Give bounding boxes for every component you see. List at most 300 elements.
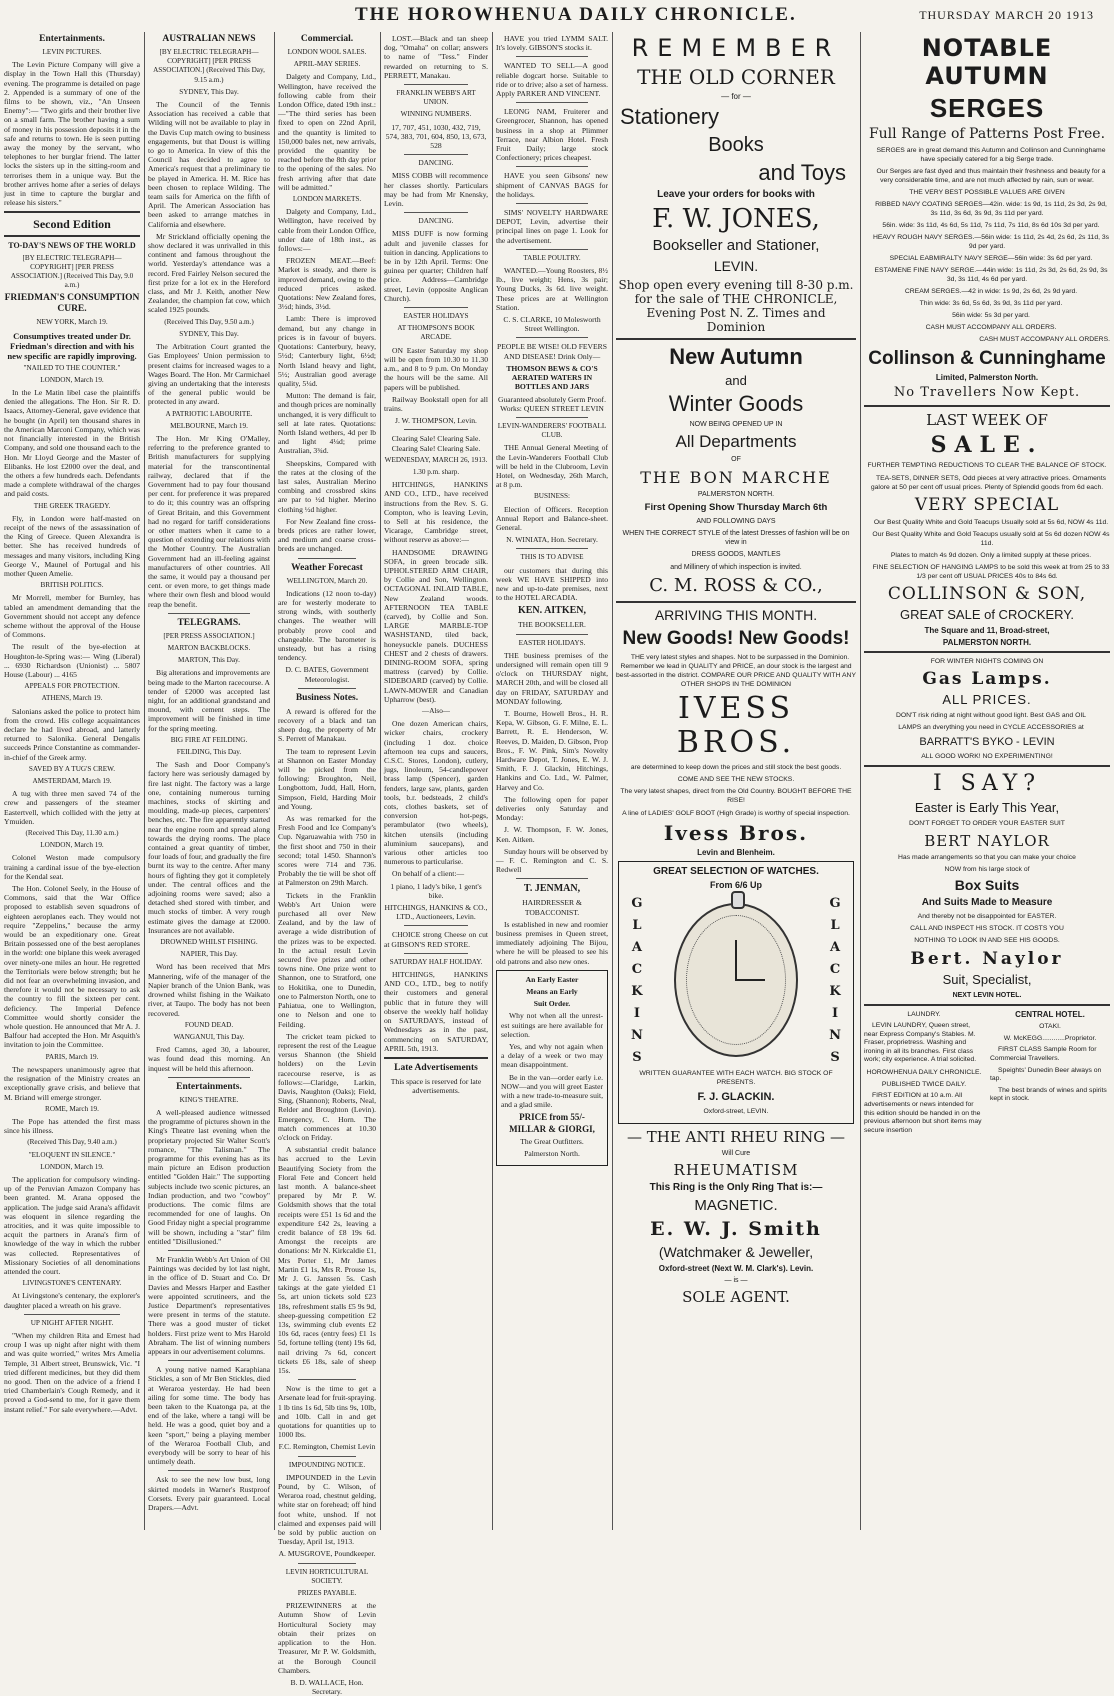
article-paragraph: Fred Camns, aged 30, a labourer, was found dead this morning. An inquest will be held this afternoon.	[148, 1045, 270, 1073]
ad-text: Limited, Palmerston North.	[935, 373, 1039, 383]
advertiser-name: MILLAR & GIORGI,	[509, 1123, 595, 1134]
ad-text: W. McKEGG............Proprietor.	[1003, 1035, 1097, 1043]
price-line: 56in. wide: 3s 11d, 4s 6d, 5s 11d, 7s 11d, 7s 11d, 8s 6d 10s 3d per yard.	[882, 222, 1100, 230]
divider	[516, 417, 588, 418]
divider	[404, 154, 468, 155]
ad-text: This Ring is the Only Ring That is:—	[649, 1182, 823, 1194]
article-paragraph: Big alterations and improvements are being made to the Marton racecourse. A tender of £2000 was accepted last night, for an additional grandstand and mound, with cement steps. The improvement will be finished in time for the spring meeting.	[148, 668, 270, 733]
ad-headline: Box Suits	[954, 877, 1020, 894]
dateline: LONDON, March 19.	[40, 1162, 104, 1171]
ad-paragraph: Be in the van—order early i.e. NOW—and you will greet Easter with a new trade-to-measure suit, and a glad smile.	[501, 1072, 603, 1110]
article-paragraph: In the Le Matin libel case the plaintiffs denied the allegations. The Hon. Sir R. D. Isaacs, Attorney-General, gave evidence that he bought (in April) ten thousand shares in the American Marconi Company, which was not financially interested in the British Company, and sold one thousand each to the Hon. Mr Lloyd George and the Master of Elibanks. He lost £2000 over the deal, and the others a few hundreds each. Defendants made a complete withdrawal of the charges and paid costs.	[4, 388, 140, 499]
ad-headline: New Goods! New Goods!	[622, 627, 850, 649]
article-heading: EASTER HOLIDAYS.	[518, 638, 586, 647]
article-heading: THIS IS TO ADVISE	[520, 553, 584, 562]
divider	[168, 1470, 250, 1471]
article-heading: A PATRIOTIC LABOURITE.	[165, 409, 253, 418]
ad-headline: GREAT SALE of CROCKERY.	[900, 606, 1074, 622]
divider	[298, 688, 356, 689]
article-heading: DANCING.	[418, 159, 454, 168]
ad-text: OF	[731, 456, 741, 464]
article-heading: EASTER HOLIDAYS	[403, 312, 469, 321]
wire-credit: (Received This Day, 9.50 a.m.)	[164, 317, 254, 326]
classified-ad: THE business premises of the undersigned will remain open till 9 o'clock on THURSDAY night, MARCH 20th, and will be closed all day on FRIDAY, SATURDAY and MONDAY following.	[496, 650, 608, 706]
watch-layout	[623, 893, 849, 1069]
ad-text: Full Range of Patterns Post Free.	[868, 126, 1106, 142]
ad-text: First Opening Show Thursday March 6th	[644, 501, 828, 513]
dateline: ATHENS, March 19.	[41, 694, 103, 703]
divider	[384, 1057, 488, 1059]
wire-credit: (Received This Day, 9.40 a.m.)	[27, 1138, 117, 1147]
column-rule	[492, 32, 493, 1530]
ad-text: Levin and Blenheim.	[697, 847, 775, 857]
article-heading: LEVIN-WANDERERS' FOOTBALL CLUB.	[497, 421, 607, 440]
glackin-watch-ad	[618, 861, 854, 1124]
dateline: LONDON, March 19.	[40, 375, 104, 384]
ad-text: A line of LADIES' GOLF BOOT (High Grade) is worthy of special inspection.	[622, 809, 850, 817]
ad-text: PUBLISHED TWICE DAILY.	[881, 1081, 967, 1089]
advertiser-name: Bert. Naylor	[910, 948, 1064, 969]
section-heading: Weather Forecast	[291, 562, 363, 573]
section-heading: Second Edition	[33, 217, 111, 232]
ad-text: LAMPS an dverything you need in CYCLE ACCESSORIES at	[898, 724, 1084, 732]
ad-text: PALMERSTON NORTH.	[942, 637, 1032, 647]
article-heading: UP NIGHT AFTER NIGHT.	[30, 1318, 114, 1327]
divider	[516, 203, 588, 204]
article-heading: FRANKLIN WEBB'S ART UNION.	[396, 89, 476, 107]
ad-text: The Square and 11, Broad-street,	[924, 625, 1050, 635]
article-paragraph: Mr Morrell, member for Burnley, has tabled an amendment demanding that the Government should not accept any defence scheme without the approval of the House of Commons.	[4, 593, 140, 640]
ad-text: SERGES are in great demand this Autumn and Collinson and Cunninghame have specially catered for a big Serge trade.	[876, 147, 1106, 163]
article-paragraph: Tickets in the Franklin Webb's Art Union were purchased all over New Zealand, and by the law of average a wide distribution of the prizes was to be expected. In the actual result Levin secured five prizes and other towns nine. One prize went to Shannon, one to Stratford, one to Hokitika, one to Dunedin, one to Palmerston North, one to Pahiatua, one to Wellington, one to Nelson and one to Feilding.	[278, 890, 376, 1029]
ad-text: Bookseller and Stationer,	[652, 237, 820, 255]
ad-text: FOR WINTER NIGHTS COMING ON	[930, 658, 1044, 666]
masthead	[0, 0, 1114, 30]
ad-text: Our Serges are fast dyed and thus maintain their freshness and beauty for a very considerable time, and are not much affected by rain, sun or wear.	[876, 168, 1106, 184]
classified-ad: MISS DUFF is now forming adult and juvenile classes for tuition in dancing. Applications to be in by 12th April. Terms: One guinea per quarter; Children half price. Address—Cambridge street, Levin (opposite Anglican Church).	[384, 229, 488, 303]
divider	[404, 925, 468, 926]
advertiser-name: BERT NAYLOR	[924, 831, 1050, 850]
column-rule	[612, 32, 613, 1530]
advertiser-name: Collinson & Cunninghame	[868, 348, 1106, 370]
ad-headline: SOLE AGENT.	[682, 1288, 790, 1307]
article-heading: TABLE POULTRY.	[523, 253, 581, 262]
article-heading: FRIEDMAN'S CONSUMPTION CURE.	[4, 293, 140, 315]
ad-text: — for —	[721, 92, 751, 101]
ad-headline: Books	[708, 134, 764, 157]
section-heading: Business Notes.	[295, 692, 359, 703]
article-paragraph: Salonians asked the police to protect him from the crowd. His college acquaintances declare he had lived abroad, and latterly returned to Salonika. General Dengalis succeeds Prince Constantine as commander-in-chief of the Greek army.	[4, 706, 140, 762]
dateline: SYDNEY, This Day.	[179, 87, 239, 96]
winning-numbers: 17, 707, 451, 1030, 432, 719, 574, 383, 701, 604, 850, 13, 673, 528	[385, 122, 487, 151]
column-3	[278, 34, 376, 1696]
ad-text: DON'T risk riding at night without good light. Best GAS and OIL	[895, 712, 1087, 720]
section-heading: TO-DAY'S NEWS OF THE WORLD	[8, 241, 136, 251]
issue-date: THURSDAY MARCH 20 1913	[919, 8, 1094, 22]
ad-text: TEA-SETS, DINNER SETS, Odd pieces at very attractive prices. Ornaments galore at 50 per cent off usual prices. Plenty of Splendid goods from 6d each.	[870, 474, 1107, 491]
article-paragraph: The Hon. Mr King O'Malley, referring to the preference granted to British manufacturers for supplying material for the transcontinental railway, declared that if the Government had to pay four thousand per cent. for preference it was prepared to do it; this country was an offspring of Great Britain, and this Government had no regard for tariff considerations or other matters when it came to a question of extending our relations with the Mother Country. The Australian Government had an ill-feeling against manufacturers of other countries. All the same, it would pay a thousand per cent. or even more, to get things made where their own flesh and blood would reap the benefit.	[148, 433, 270, 609]
divider	[516, 548, 588, 549]
hotel-notice	[990, 1010, 1110, 1139]
glackins-vertical-left: G L A C K I N S	[631, 896, 643, 1066]
signature: A. MUSGROVE, Poundkeeper.	[278, 1549, 376, 1559]
article-heading: Consumptives treated under Dr. Friedman's direction and with his new specific are rapidly improving.	[7, 330, 137, 361]
section-heading: Entertainments.	[39, 34, 105, 44]
late-note: This space is reserved for late advertisements.	[390, 1076, 482, 1096]
article-paragraph: Dalgety and Company, Ltd., Wellington, have received the following cable from their London Office, dated 19th inst.:—"The third series has been fixed to open on 22nd April, and the quantity is limited to 150,000 bales net, new arrivals, provided the quantity be reached before the 8th day prior to the opening of the sales. No fresh arriving after that date will be admitted."	[278, 72, 376, 192]
advertiser-sub: HAIRDRESSER & TOBACCONIST.	[522, 898, 582, 917]
ad-text: NEXT LEVIN HOTEL.	[952, 991, 1022, 999]
article-subheading: PRIZES PAYABLE.	[297, 1589, 357, 1598]
ad-text: NOTHING TO LOOK IN AND SEE HIS GOODS.	[914, 937, 1060, 945]
signature: N. WINIATA, Hon. Secretary.	[506, 535, 598, 545]
article-heading: LONDON MARKETS.	[292, 195, 362, 204]
divider	[298, 1379, 356, 1380]
divider	[864, 765, 1110, 767]
divider	[516, 337, 588, 338]
article-heading: DROWNED WHILST FISHING.	[160, 938, 258, 947]
article-subheading: WINNING NUMBERS.	[400, 110, 472, 119]
divider	[616, 601, 856, 603]
wire-credit: (Received This Day, 11.30 a.m.)	[25, 829, 119, 838]
article-paragraph: Lamb: There is improved demand, but any change in prices is in favour of buyers. Quotations: Canterbury, heavy, 5½d; Canterbury light, 6½d; North Island heavy and light, 5½; Australian good average quality, 5¼d.	[278, 314, 376, 388]
article-heading: KING'S THEATRE.	[179, 1095, 239, 1104]
ad-text: are determined to keep down the prices and still stock the best goods.	[630, 763, 842, 771]
section-heading: Entertainments.	[176, 1081, 242, 1092]
ad-headline: Gas Lamps.	[922, 669, 1052, 690]
ad-headline: SERGES	[929, 93, 1045, 123]
ad-text: Shop open every evening till 8-30 p.m. for the sale of THE CHRONICLE, Evening Post N. Z. Times and Dominion	[618, 278, 854, 335]
ad-text: Leave your orders for books with	[657, 189, 815, 201]
dateline: PARIS, March 19.	[45, 1052, 99, 1061]
ad-text: Has made arrangements so that you can make your choice	[898, 853, 1076, 861]
ad-text: Plates to match 4s 9d dozen. Only a limited supply at these prices.	[890, 551, 1092, 559]
divider	[168, 1250, 250, 1251]
ad-text: CENTRAL HOTEL.	[1015, 1009, 1085, 1019]
classified-ad: HAVE you tried LYMM SALT. It's lovely. GIBSON'S stocks it.	[496, 34, 608, 53]
ad-text: NOW BEING OPENED UP IN	[689, 421, 783, 429]
article-subheading: AT THOMPSON'S BOOK ARCADE.	[397, 324, 475, 342]
ad-text: FINE SELECTION OF HANGING LAMPS to be sold this week at from 25 to 33 1/3 per cent off USUAL PRICES 40s to 84s 6d.	[872, 563, 1110, 580]
article-paragraph: The cricket team picked to represent the rest of the League versus Shannon (the Shield holders) on the Levin racecourse reserve, is as follows:—Claridge, Larkin, Davis, Naughton (Oaks); Field, Sing, (Shannon); Roberts, Neal, Relder and Broughton (Levin). Emergency, C. Horn. The match commences at 10.30 o'clock on Friday.	[278, 1031, 376, 1142]
advertiser-name: THE BON MARCHE	[640, 467, 832, 487]
column-2	[148, 34, 270, 1528]
dateline: MARTON, This Day.	[178, 656, 240, 665]
price-line: 56in wide: 5s 3d per yard.	[952, 312, 1030, 320]
sale-also: —Also—	[422, 707, 450, 715]
article-paragraph: The application for compulsory winding-up of the Peruvian Amazon Company has been granted. M. Arana opposed the application. The judge said Arana's affidavit was eloquent in silence regarding the atrocities, and it was quite impossible to acquit the partners in Arana's firm of knowledge of the way in which the rubber was collected. Representatives of Missionary Societies of all denominations attended the court.	[4, 1174, 140, 1276]
laundry-notice	[864, 1010, 984, 1139]
classified-ad: CHOICE strong Cheese on cut at GIBSON'S RED STORE.	[384, 930, 488, 949]
article-paragraph: For New Zealand fine cross-breds prices are rather lower, and medium and coarse cross-breds are unchanged.	[278, 516, 376, 554]
dateline: AMSTERDAM, March 19.	[32, 777, 112, 785]
classified-ad: THE Annual General Meeting of the Levin-Wanderers Football Club will be held in the Clubroom, Levin Hotel, on Wednesday, 26th March, at 8 p.m.	[496, 443, 608, 490]
advertiser-name: KEN. AITKEN,	[517, 605, 587, 617]
ad-text: AND FOLLOWING DAYS	[696, 517, 776, 525]
signature: C. S. CLARKE, 10 Molesworth Street Wellington.	[503, 315, 601, 334]
ad-headline: RHEUMATISM	[673, 1161, 799, 1180]
article-paragraph: A well-pleased audience witnessed the programme of pictures shown in the King's Theatre last evening when the proprietary projected Sir Walter Scott's romance, "The Talisman." The programme for this evening has as its main picture an Edison production entitled "Golden Hair." The supporting subjects include two scenic pictures, an Indian production, and two "cowboy" productions. The comic films are recommended for one of laughs. On Good Friday night a special programme will be shown, including a "star" film entitled "Disillusioned."	[148, 1107, 270, 1246]
article-heading: LONDON WOOL SALES.	[287, 48, 367, 56]
article-paragraph: The Levin Picture Company will give a display in the Town Hall this (Thursday) evening. The programme is detailed on page 2. Appended is a summary of one of the films to be shown, viz., "An Unseen Enemy":— "Two girls and their brother live on a small farm. The brother having a sum of money in his possession deposits it in the safe and returns to town. He is seen putting away the money by the servant, who telephones to her burglar friend. The latter locks the sisters up in the sitting-room and terrorises them in a unique way. But the brother arrives home after a series of delays just in time to capture the burglar and release his sisters."	[4, 60, 140, 208]
classified-ad: The following open for paper deliveries only Saturday and Monday:	[496, 794, 608, 823]
classified-ad: Sunday hours will be observed by— F. C. Remington and C. S. Redwell	[496, 846, 608, 875]
divider	[516, 166, 588, 167]
ad-text: OTAKI.	[1039, 1023, 1061, 1031]
dateline: NAPIER, This Day.	[180, 950, 238, 959]
dateline: NEW YORK, March 19.	[36, 318, 108, 327]
divider	[24, 1314, 120, 1315]
column-rule	[860, 32, 861, 1530]
article-heading: FOUND DEAD.	[184, 1020, 234, 1029]
ad-headline: VERY SPECIAL	[914, 494, 1060, 515]
ad-heading: Means an Early	[526, 987, 578, 997]
divider	[404, 212, 468, 213]
classified-ad: HAVE you seen Gibsons' new shipment of CANVAS BAGS for the holidays.	[496, 171, 608, 199]
classified-ad: THOMSON BEWS & CO'S AERATED WATERS IN BOTTLES AND JARS	[506, 363, 598, 392]
article-paragraph: Mr Strickland officially opening the show declared it was unrivalled in this continent and famous throughout the world. Yesterday's attendance was a record. Fred Fairley Nelson secured the first prize for a lot ex in the Hereford class, and Mr J. Keith, another New Zealander, the champion fat cow, which scaled 1925 pounds.	[148, 231, 270, 315]
wire-credit: [PER PRESS ASSOCIATION.]	[163, 631, 255, 640]
ad-text: HOROWHENUA DAILY CHRONICLE.	[866, 1069, 982, 1077]
article-paragraph: Dalgety and Company, Ltd., Wellington, have received by cable from their London Office, under date of 18th inst., as follows:—	[278, 207, 376, 254]
article-paragraph: As was remarked for the Fresh Food and Ice Company's Cup. Ngaruawahia with 750 in the first shoot and 750 in their second; total 1450. Shannon's scores were 714 and 736. Probably the tie will be shot off at Palmerston on 29th March.	[278, 814, 376, 888]
divider	[404, 953, 468, 954]
sale-items: HANDSOME DRAWING SOFA, in green brocade silk. UPHOLSTERED ARM CHAIR, by Collie and Son, Wellington. OCTAGONAL INLAID TABLE, New Zealand woods. AFTERNOON TEA TABLE (carved), by Collie and Son. LARGE MARBLE-TOP WASHSTAND, tiled back, honeysuckle panels. DUCHESS CHEST and 2 chests of drawers. DINING-ROOM SOFA, spring mattress (carved) by Collie. SIDEBOARD (carved) by Collie. LAWN-MOWER and Canadian Upharrow (best).	[384, 547, 488, 704]
article-heading: IMPOUNDING NOTICE.	[288, 1460, 366, 1469]
column-rule	[274, 32, 275, 1530]
price-line: ESTAMENE FINE NAVY SERGE.—44in wide: 1s 11d, 2s 3d, 2s 6d, 2s 9d, 3s 3d, 3s 11d, 4s 6d per yard.	[874, 267, 1108, 284]
price-line: CREAM SERGES.—42 in wide: 1s 9d, 2s 6d, 2s 9d yard.	[904, 288, 1078, 296]
signature: F.C. Remington, Chemist Levin	[278, 1442, 376, 1452]
ad-headline: and Toys	[758, 160, 846, 186]
article-paragraph: Fly, in London were half-masted on receipt of the news of the assassination of the King of Greece. Queen Alexandra is better. She has received hundreds of messages and many visitors, including King George V., Maunel of Portugal and his mother Queen Amelie.	[4, 513, 140, 578]
article-paragraph: The newspapers unanimously agree that the resignation of the Ministry creates an exceptionally grave crisis, and believe that M. Briand will emerge stronger.	[4, 1064, 140, 1102]
ad-text: NOW from his large stock of	[944, 865, 1030, 873]
article-paragraph: The Sash and Door Company's factory here was seriously damaged by fire last night. The factory was a large one, containing numerous turning machines, stocks of skirting and moulding, made-up pieces, carpenters' benches, etc. The fire apparently started near the engine room and spread along towards the drying rooms. The place contained a great quantity of timber, four loads of four, and gradually the fire burnt its way to the centre. After many hours of fighting they got it completely under. The central offices and the adjoining rooms were saved; also a detached shed stored with timber, and much stocks of timber. A very rough estimate gives the damage at £2000. Insurances are not available.	[148, 760, 270, 935]
sale-items: On behalf of a client:—	[392, 869, 465, 879]
article-subheading: APRIL-MAY SERIES.	[293, 60, 361, 69]
divider	[864, 651, 1110, 653]
classified-ad: Railway Bookstall open for all trains.	[384, 394, 488, 413]
ad-text: The very latest shapes, direct from the Old Country. BOUGHT BEFORE THE RISE!	[620, 788, 852, 805]
dateline: WANGANUI, This Day.	[173, 1032, 245, 1041]
ad-text: Our Best Quality White and Gold Teacups usually sold at 5s 6d dozen NOW 4s 11d.	[872, 530, 1110, 547]
ad-headline: Winter Goods	[668, 391, 804, 417]
ad-text: The best brands of wines and spirits kept in stock.	[990, 1086, 1107, 1103]
column-7	[864, 34, 1110, 1528]
ad-headline: SALE.	[930, 432, 1044, 459]
ad-text: CASH MUST ACCOMPANY ALL ORDERS.	[979, 336, 1110, 344]
ad-headline: Stationery	[620, 104, 720, 130]
column-5	[496, 34, 608, 1528]
article-heading: SATURDAY HALF HOLIDAY.	[389, 957, 483, 966]
article-heading: WEDNESDAY, MARCH 26, 1913.	[384, 455, 488, 464]
divider	[4, 235, 140, 237]
article-paragraph: A reward is offered for the recovery of a black and tan sheep dog, the property of Mr S. Perrett of Manakau.	[278, 706, 376, 744]
divider	[864, 1004, 1110, 1006]
ad-text: FURTHER TEMPTING REDUCTIONS TO CLEAR THE BALANCE OF STOCK.	[867, 462, 1107, 470]
ad-text: ALL GOOD WORK! NO EXPERIMENTING!	[921, 753, 1053, 761]
ad-headline: I SAY?	[932, 771, 1042, 797]
classified-ad: Election of Officers. Reception Annual Report and Balance-sheet. General.	[496, 504, 608, 532]
article-heading: BIG FIRE AT FEILDING.	[170, 735, 248, 744]
price-line: SPECIAL EABMIRALTY NAVY SERGE—56in wide: 3s 6d per yard.	[889, 255, 1093, 263]
ad-text: THE very latest styles and shapes. Not to be surpassed in the Dominion. Remember we lead in QUALITY and PRICE, an dour stock is the largest and best-assorted in the district. COMPARE OUR PRICE AND QUALITY WITH ANY OTHER SHOPS IN THE DOMINION	[616, 653, 856, 688]
section-heading: Commercial.	[300, 34, 354, 44]
ad-paragraph: Yes, and why not again when a delay of a week or two may mean disappointment.	[501, 1042, 603, 1070]
divider	[298, 558, 356, 559]
ad-heading: Suit Order.	[533, 999, 571, 1009]
divider	[516, 634, 588, 635]
article-heading: DANCING.	[418, 217, 454, 226]
dateline: WELLINGTON, March 20.	[286, 576, 368, 585]
article-paragraph: The Hon. Colonel Seely, in the House of Commons, said that the War Office proposed to establish seven squadrons of eighteen aeroplanes each. They would not require "Zeppelins," because the army would be an expeditionary one. Great Britain possessed one of the best aeroplanes in the world: one biplane this week averaged over ninety-one miles an hour. He regretted the Territorials were below strength; but he did not fear an overwhelming invasion, and therefore it would not be necessary to ask the country to fill the sixteen per cent. deficiency. The Imperial Defence Committee would shortly consider the whole question. He announced that Mr A. J. Balfour had accepted the Hon. Mr Asquith's invitation to join the Committee.	[4, 884, 141, 1050]
ad-text: LEVIN.	[713, 258, 759, 275]
dateline: SYDNEY, This Day.	[179, 329, 239, 338]
section-heading: TELEGRAMS.	[177, 617, 241, 628]
advertiser-name: E. W. J. Smith	[650, 1218, 822, 1241]
column-6	[616, 34, 856, 1528]
divider	[404, 429, 468, 430]
ad-text: Speights' Dunedin Beer always on tap.	[990, 1066, 1102, 1083]
ad-headline: ARRIVING THIS MONTH.	[654, 606, 818, 623]
classified-ad: ON Easter Saturday my shop will be open from 10.30 to 11.30 a.m., and 8 to 9 p.m. On Monday the hours will be the same. All papers will be published.	[384, 345, 488, 392]
column-1	[4, 34, 140, 1528]
price-line: Thin wide: 3s 6d, 5s 6d, 3s 9d, 3s 11d per yard.	[919, 300, 1063, 308]
divider	[168, 1077, 250, 1078]
article-paragraph: The Arbitration Court granted the Gas Employees' Union permission to present claims for increased wages to a Wages Board. The Hon. Mr Carmichael giving an undertaking that the interests of the general public would be protected in any award.	[148, 342, 270, 407]
advertiser-name: BARRATT'S BYKO - LEVIN	[919, 736, 1055, 749]
ad-text: Will Cure	[721, 1149, 751, 1157]
article-paragraph: FROZEN MEAT.—Beef: Market is steady, and there is improved demand, owing to the reduced prices asked. Quotations: New Zealand fores, 3½d; hinds, 3½d.	[278, 256, 376, 312]
signature: HITCHINGS, HANKINS & CO., LTD., Auctioneers, Levin.	[384, 903, 488, 922]
ad-text: WRITTEN GUARANTEE WITH EACH WATCH. BIG STOCK OF PRESENTS.	[639, 1070, 833, 1087]
ad-headline: LAST WEEK OF	[926, 411, 1048, 430]
classified-ad: our customers that during this week WE HAVE SHIPPED into new and up-to-date premises, next to the HOTEL ARCADIA.	[496, 565, 608, 603]
classified-ad: Guaranteed absolutely Germ Proof. Works: QUEEN STREET LEVIN	[498, 394, 606, 413]
classified-ad: SIMS' NOVELTY HARDWARE DEPOT, Levin, advertise their principal lines on page 1. Look for the advertisement.	[496, 208, 608, 245]
ad-text: (Watchmaker & Jeweller,	[658, 1244, 814, 1261]
signature: J. W. THOMPSON, Levin.	[395, 416, 477, 426]
ad-headline: New Autumn	[669, 344, 803, 370]
article-paragraph: A young native named Karaphiana Stickles, a son of Mr Ben Stickles, died at Weraroa yesterday. He had been ailing for some time. The body has been taken to the Kuatonga pa, at the end of the lake, where a tangi will be held. He was a good, quiet boy and a keen "sport," being a playing member of the Weraroa Football Club, and everybody will be sorry to hear of his untimely death.	[148, 1365, 270, 1467]
ad-text: LEVIN LAUNDRY, Queen street, near Express Company's Stables. M. Fraser, proprietress. Washing and ironing in all its branches. First class work; city experience. A trial solicited.	[864, 1022, 977, 1064]
advertisement-text: Now is the time to get a Arsenate lead for fruit-spraying. 1 lb tins 1s 6d, 5lb tins 9s, 10lb, and 10lb. Call in and get quotations for quantities up to 1000 lbs.	[278, 1384, 376, 1440]
advertiser-name: T. JENMAN,	[523, 883, 581, 895]
classified-ad: MISS COBB will recommence her classes shortly. Particulars may be had from Mr Knensky, Levin.	[384, 171, 488, 209]
article-heading: LEVIN PICTURES.	[42, 48, 102, 56]
article-paragraph: IMPOUNDED in the Levin Pound, by C. Wilson, of Weraroa road, chestnut gelding, white star on forehead; off hind foot white, unshod. If not claimed and expenses paid will be sold by public auction on Tuesday, April 1st, 1913.	[278, 1472, 376, 1547]
name-list: J. W. Thompson, F. W. Jones, Ken. Aitken.	[496, 825, 608, 844]
ad-text: CALL AND INSPECT HIS STOCK. IT COSTS YOU	[910, 925, 1064, 933]
advertiser-name: C. M. ROSS & CO.,	[649, 574, 823, 596]
ad-price: PRICE from 55/-	[519, 1111, 585, 1122]
column-rule	[380, 32, 381, 1530]
divider	[298, 1456, 356, 1457]
ad-text: and	[725, 373, 747, 389]
ad-text: CASH MUST ACCOMPANY ALL ORDERS.	[925, 324, 1057, 332]
ad-text: FIRST CLASS Sample Room for Commercial Travellers.	[990, 1046, 1097, 1063]
clearing-sale-banner: Clearing Sale! Clearing Sale. Clearing Sale! Clearing Sale.	[391, 434, 481, 453]
ad-headline: And Suits Made to Measure	[921, 897, 1053, 909]
ad-headline: Easter is Early This Year,	[914, 800, 1060, 816]
price-line: RIBBED NAVY COATING SERGES—42in. wide: 1s 9d, 1s 11d, 2s 3d, 2s 9d, 3s 11d, 3s 6d, 3s 9d, 3s 11d per yard.	[875, 201, 1107, 218]
ad-text: From 6/6 Up	[709, 880, 762, 891]
article-paragraph: Indications (12 noon to-day) are for westerly moderate to strong winds, with southerly changes. The weather will probably prove cool and changeable. The barometer is unsteady, but has a rising tendency.	[278, 588, 376, 663]
divider	[404, 307, 468, 308]
ad-text: — is —	[724, 1277, 748, 1285]
classified-ad: LOST.—Black and tan sheep dog, "Omaha" on collar; answers to name of "Tess." Finder rewarded on returning to S. PERRETT, Manakau.	[384, 34, 488, 80]
article-paragraph: Mutton: The demand is fair, and though prices are nominally unchanged, it is very difficult to sell at late rates. Quotations: North Island wethers, 4d per lb and light 4¼d; prime Australian, 3¾d.	[278, 391, 376, 456]
divider	[516, 249, 588, 250]
dateline: ROME, March 19.	[45, 1104, 99, 1113]
divider	[516, 878, 588, 879]
advertiser-name: F. J. GLACKIN.	[697, 1090, 775, 1103]
ad-headline: — THE ANTI RHEU RING —	[626, 1127, 846, 1146]
article-heading: LIVINGSTONE'S CENTENARY.	[22, 1279, 122, 1288]
article-heading: SAVED BY A TUG'S CREW.	[28, 764, 116, 773]
column-rule	[144, 32, 145, 1530]
article-paragraph: A substantial credit balance has accrued to the Levin Beautifying Society from the Floral Fete and Concert held last month. A balance-sheet prepared by Mr P. W. Goldsmith shows that the total receipts were £51 1s 6d and the expenditure £42 2s, leaving a credit balance of £8 19s 6d. Amongst the receipts are donations: Mr N. Kirkcaldie £1, Mrs Porter £1, Mr James Martin £1 1s, Mrs R. Prouse 1s, Mr J. G. Janssen 5s. Cash takings at the gate yielded £1 5s, art union tickets sold £23 18s, refreshment stalls £5 9s 9d, sheep-guessing competition £2 13s, swimming club events £2 10s 6d, races (entry fees) £1 1s 5d, fortune telling (tent) 19s 6d, nail driving 7s 6d, concert tickets £6 18s, sale of sheep 15s.	[278, 1145, 376, 1376]
sale-items: 1 piano, 1 lady's bike, 1 gent's bike.	[390, 881, 482, 900]
column-4	[384, 34, 488, 1528]
section-heading: Late Advertisements	[394, 1062, 478, 1073]
classified-ad: HITCHINGS, HANKINS AND CO., LTD., beg to notify their customers and general public that in future they will observe the weekly half holiday on SATURDAYS, instead of Wednesdays as in the past, commencing on SATURDAY, APRIL 5th, 1913.	[384, 970, 488, 1053]
advertiser-name: COLLINSON & SON,	[887, 583, 1087, 604]
ad-text: Oxford-street (Next W. M. Clark's). Levin.	[658, 1264, 814, 1274]
article-heading: APPEALS FOR PROTECTION.	[24, 682, 120, 691]
divider	[864, 405, 1110, 407]
article-paragraph: Sheepskins, Compared with the rates at the closing of the last sales, Australian Merino combing and crossbred skins are par to ½d higher. Merino clothing ½d higher.	[278, 458, 376, 514]
ad-headline: All Departments	[675, 432, 797, 452]
article-paragraph: The Council of the Tennis Association has received a cable that Wilding will not be available to play in the Davis Cup match owing to business engagements, but that Doust is willing to go to America. In view of this the Council has decided to agree to America's request that a preliminary tie be played in America. H. M. Rice has been chosen to replace Wilding. The team sails for America on the fifth of April. The American Association has been asked to arrange matches in California and elsewhere.	[148, 100, 270, 229]
advertisement-text: "When my children Rita and Ernest had croup I was up night after night with them and was quite worried," writes Mrs Amelia Temple, 31 Albert street, Brunswick, Vic. "I tried different medicines, but they did them no good. Then on the advice of a friend I tried Chamberlain's Cough Remedy, and it proved a God-send to me, for it gave them instant relief." For sale everywhere.—Advt.	[4, 1330, 140, 1414]
ad-text: PALMERSTON NORTH.	[697, 490, 775, 498]
article-heading: MARTON BACKBLOCKS.	[167, 643, 251, 652]
ad-text: LAUNDRY.	[907, 1010, 941, 1018]
pocket-watch-icon	[674, 903, 798, 1057]
price-line: HEAVY ROUGH NAVY SERGES.—56in wide: 1s 11d, 2s 4d, 2s 6d, 2s 11d, 3s 9d per yard.	[872, 234, 1110, 251]
article-heading: "ELOQUENT IN SILENCE."	[28, 1150, 116, 1159]
article-paragraph: A tug with three men saved 74 of the crew and passengers of the steamer Eastertvell, which collided with the jetty at Ymuiden.	[4, 789, 140, 826]
ad-headline: REMEMBER	[631, 34, 841, 62]
advertiser-name: Ivess Bros.	[663, 820, 809, 845]
article-paragraph: PRIZEWINNERS at the Autumn Show of Levin Horticultural Society may obtain their prizes on application to the Hon. Treasurer, Mr P. W. Goldsmith, at the Borough Council Chambers.	[278, 1601, 376, 1675]
ad-text: And thereby not be disappointed for EASTER.	[917, 913, 1057, 921]
article-heading: THE GREEK TRAGEDY.	[33, 501, 111, 510]
dateline: FEILDING, This Day.	[176, 748, 242, 757]
divider	[168, 613, 250, 614]
ad-text: FIRST EDITION at 10 a.m. All advertisements or news intended for this edition should be handed in on the previous afternoon but short items may secure insertion	[864, 1092, 982, 1134]
classified-ad: LEONG NAM, Fruiterer and Greengrocer, Shannon, has opened business in a shop at Plimmer Terrace, near Albion Hotel. Fresh Fruit Daily; large stock Confectionery; prices cheapest.	[496, 107, 608, 163]
classified-ad: Is established in new and roomier business premises in Queen street, immediately adjoining The Bijou, where he will be pleased to see his old patrons and also new ones.	[496, 919, 608, 966]
classified-ad: PEOPLE BE WISE! OLD FEVERS AND DISEASE! Drink Only—	[497, 342, 607, 361]
dateline: MELBOURNE, March 19.	[170, 421, 248, 430]
ad-text: and Millinery of which inspection is invited.	[670, 563, 802, 571]
divider	[168, 1360, 250, 1361]
classified-ad: WANTED TO SELL—A good reliable dogcart horse. Suitable to ride or to drive; also a set of harness. Apply PARKER AND VINCENT.	[496, 61, 608, 99]
section-heading: AUSTRALIAN NEWS	[162, 34, 256, 44]
advertiser-location: Palmerston North.	[524, 1149, 580, 1159]
ad-text: No Travellers Now Kept.	[893, 385, 1081, 401]
advertiser-sub: THE BOOKSELLER.	[518, 620, 586, 630]
ad-text: WHEN THE CORRECT STYLE of the latest Dresses of fashion will be on view in	[622, 530, 850, 547]
ad-text: THE VERY BEST POSSIBLE VALUES ARE GIVEN	[909, 189, 1065, 196]
ad-headline: GREAT SELECTION OF WATCHES.	[653, 866, 819, 878]
sale-items: One dozen American chairs, wicker chairs, crockery (including 1 doz. choice afternoon tea cups and saucers, C.S.C. Stores, London), cutlery, jugs, linoleum, 54-candlepower brass lamp (Spencer), garden fenders, large saw, plants, garden tools, b.r. bedsteads, 2 child's cots, clothes baskets, set of conversion hot-pegs, perambulator (two wheels), kitchen utensils (including aluminium saucepans), and various other articles too numerous to particularise.	[384, 719, 488, 867]
divider	[616, 338, 856, 340]
ad-text: Our Best Quality White and Gold Teacups Usually sold at 5s 6d, NOW 4s 11d.	[873, 518, 1109, 526]
